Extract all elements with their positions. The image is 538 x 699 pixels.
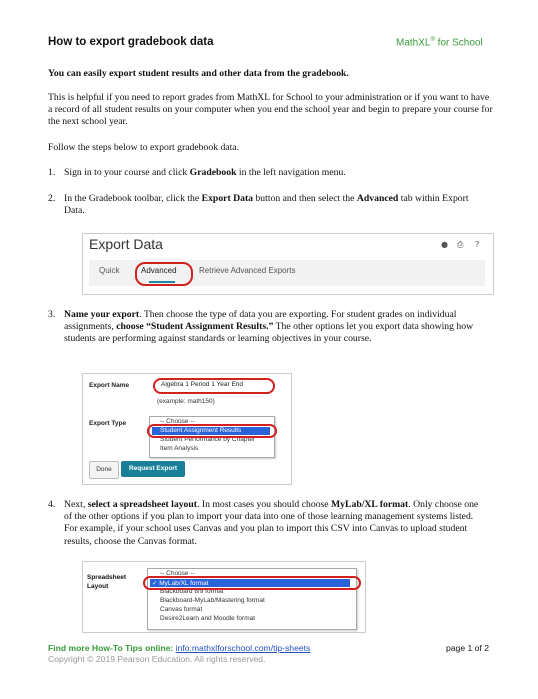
brand-logo: MathXL® for School	[396, 37, 483, 49]
intro-heading: You can easily export student results and other data from the gradebook.	[48, 68, 349, 79]
option-item-analysis[interactable]: Item Analysis	[160, 445, 199, 452]
step-1: 1. Sign in to your course and click Gradebook in the left navigation menu.	[48, 167, 346, 178]
tab-underline	[149, 281, 175, 283]
intro-paragraph: This is helpful if you need to report grades from MathXL for School to your administration or if you want to have a record of all student results on your computer when you end the school year and begin to prepare your course for the next school year.	[48, 92, 493, 128]
layout-option-blackboard[interactable]: Blackboard 8/9 format	[160, 588, 224, 595]
export-data-screenshot	[82, 233, 494, 295]
tab-retrieve-exports[interactable]: Retrieve Advanced Exports	[199, 266, 296, 275]
layout-highlight	[143, 576, 361, 590]
layout-option-canvas[interactable]: Canvas format	[160, 606, 203, 613]
export-data-title: Export Data	[89, 236, 163, 252]
help-icon[interactable]: ?	[475, 240, 480, 249]
layout-label-1: Spreadsheet	[87, 574, 127, 581]
spreadsheet-layout-screenshot	[82, 561, 366, 633]
option-student-assignment: Student Assignment Results	[160, 427, 242, 434]
follow-text: Follow the steps below to export gradebook data.	[48, 142, 240, 153]
tab-quick[interactable]: Quick	[99, 266, 120, 275]
export-type-label: Export Type	[89, 420, 127, 427]
export-name-label: Export Name	[89, 382, 130, 389]
export-name-input[interactable]: Algebra 1 Period 1 Year End	[161, 381, 244, 388]
request-export-button[interactable]: Request Export	[121, 461, 185, 477]
option-performance[interactable]: Student Performance by Chapter	[160, 436, 256, 443]
page-number: page 1 of 2	[446, 643, 490, 653]
layout-option-choose[interactable]: -- Choose --	[160, 570, 195, 577]
layout-label-2: Layout	[87, 583, 109, 590]
tips-link[interactable]: info.mathxlforschool.com/tip-sheets	[175, 643, 311, 653]
name-example: (example: math150)	[157, 398, 215, 405]
step-4: 4. Next, select a spreadsheet layout. In most cases you should choose MyLab/XL format. Only choose one of the other options if you plan to import your data into one of those learning management systems listed. For example, if your school uses Canvas and you plan to import this CSV into Canvas to upload student results, choose the Canvas format.	[48, 499, 479, 547]
type-highlight	[147, 424, 277, 438]
tab-advanced[interactable]: Advanced	[141, 266, 177, 275]
export-tabs	[89, 260, 485, 286]
footer-tips: Find more How-To Tips online: info.mathxlforschool.com/tip-sheets	[48, 643, 311, 653]
layout-option-mylab: MyLab/XL format	[159, 580, 209, 587]
done-button[interactable]: Done	[89, 461, 119, 479]
option-choose[interactable]: -- Choose --	[160, 418, 195, 425]
footer-copyright: Copyright © 2019 Pearson Education. All rights reserved.	[48, 654, 266, 664]
layout-option-d2l-moodle[interactable]: Desire2Learn and Moodle format	[160, 615, 256, 622]
step-3: 3. Name your export. Then choose the type of data you are exporting. For student grades on individual assignments, choose “Student Assignment Results.” The other options let you export data showing how students are performing against standards or learning objectives in your course.	[48, 309, 474, 345]
export-settings-screenshot	[82, 373, 292, 485]
step-2: 2. In the Gradebook toolbar, click the Export Data button and then select the Advanced tab within Export Data.	[48, 193, 469, 217]
print-icon[interactable]: ⎙	[457, 240, 464, 249]
checkmark-icon: ✓	[152, 580, 158, 587]
info-icon[interactable]: ●	[441, 240, 448, 249]
layout-option-blackboard-mylab[interactable]: Blackboard-MyLab/Mastering format	[160, 597, 265, 604]
page-title: How to export gradebook data	[48, 36, 214, 48]
